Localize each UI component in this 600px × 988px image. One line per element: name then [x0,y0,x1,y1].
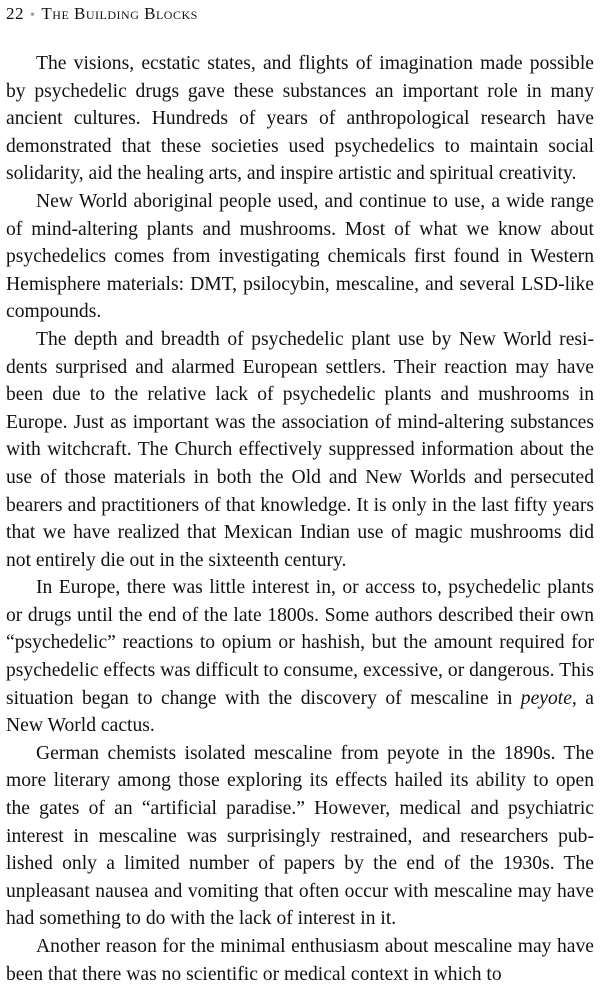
running-title: The Building Blocks [41,4,198,23]
italic-text: peyote, [520,687,577,709]
paragraph-text: New World aboriginal people used, and continue to use, a wide range of mind-altering plants and mushrooms. Most of what we know about psychedelics comes from investigating chemicals first found in Western Hemisphere materials: DMT, psilocybin, mescaline, and several LSD-like compounds. [6,190,594,323]
paragraph-text: In Europe, there was little interest in, or access to, psychedelic plants or drugs until the end of the late 1800s. Some authors described their own “psychedelic” reactions to opium or hashish, but the amount required for psychedelic effects was difficult to consume, excessive, or dangerous. This situation began to change with the discovery of mescaline in [6,577,594,709]
paragraph-text: Another reason for the minimal enthusiasm about mescaline may have been that there was no scientific or medical context in which to [6,936,594,985]
running-head [6,4,198,24]
paragraph [6,326,594,574]
paragraph [6,188,594,326]
paragraph [6,740,594,933]
paragraph-text: The visions, ecstatic states, and flights of imagination made possible by psychedelic drugs gave these substances an important role in many ancient cultures. Hundreds of years of anthropological research have demonstrated that these societies used psychedelics to maintain social solidarity, aid the healing arts, and inspire artistic and spiritual creativity. [6,53,594,185]
paragraph-text: a New World cactus. [6,687,594,737]
paragraph [6,50,594,188]
paragraph-text: German chemists isolated mescaline from peyote in the 1890s. The more literary among those exploring its effects hailed its ability to open the gates of an “artificial paradise.” However, medical and psychiatric interest in mescaline was surprisingly restrained, and researchers published only a limited number of papers by the end of the 1930s. The unpleasant nausea and vomiting that often occur with mescaline may have had something to do with the lack of interest in it. [6,742,594,930]
body-text [6,50,594,988]
paragraph [6,574,594,740]
paragraph [6,933,594,988]
page-number: 22 [6,4,24,23]
paragraph-text: The depth and breadth of psychedelic plant use by New World residents surprised and alarmed European settlers. Their reaction may have been due to the relative lack of psychedelic plants and mushrooms in Europe. Just as important was the association of mind-altering substances with witchcraft. The Church effectively suppressed information about the use of those materials in both the Old and New Worlds and persecuted bearers and practitioners of that knowledge. It is only in the last fifty years that we have realized that Mexican Indian use of magic mushrooms did not entirely die out in the sixteenth century. [6,328,594,571]
separator-ornament: • [30,8,36,23]
